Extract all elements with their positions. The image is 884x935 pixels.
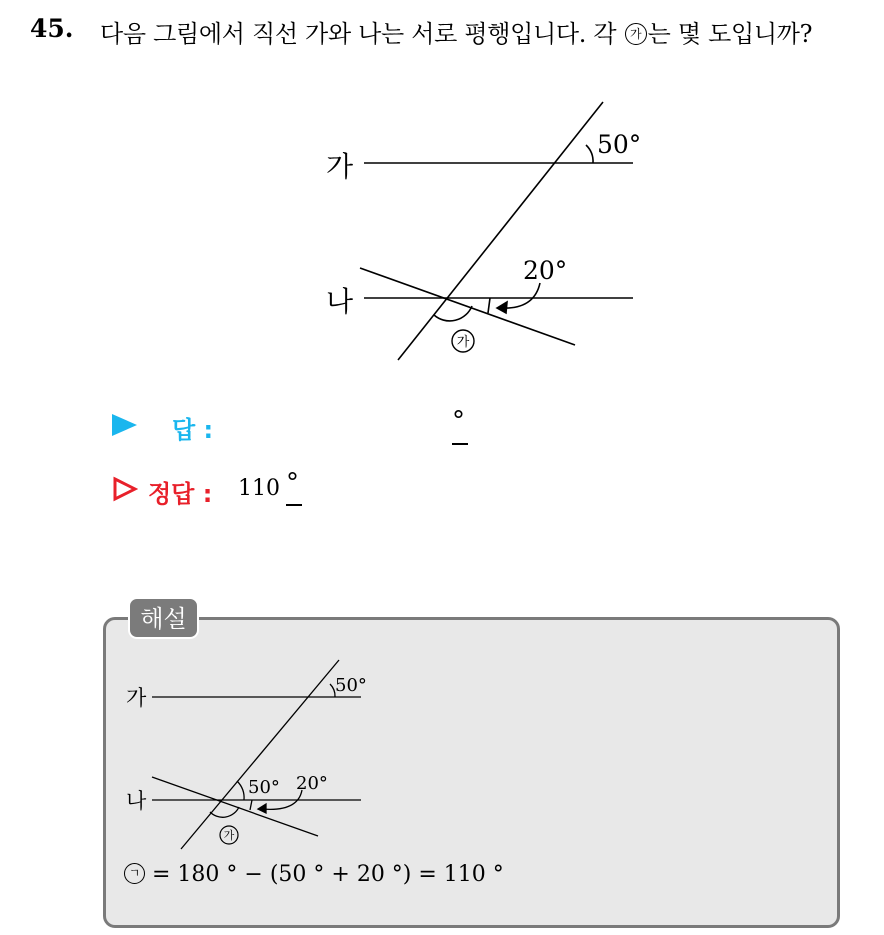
- expl-label-na: 나: [126, 789, 147, 813]
- expl-slanted: [152, 777, 318, 836]
- question-number: 45.: [30, 14, 74, 43]
- expl-angle-ga-label: 가: [223, 829, 235, 842]
- correct-value: 110: [238, 476, 280, 501]
- expl-label-ga: 가: [126, 686, 147, 710]
- angle-ga-label: 가: [456, 335, 470, 350]
- answer-label: 답 :: [172, 416, 214, 444]
- question-text-part1: 다음 그림에서 직선 가와 나는 서로 평행입니다. 각: [100, 20, 624, 48]
- angle-50-label: 50°: [597, 130, 642, 159]
- expl-angle-50-mid-label: 50°: [248, 777, 280, 798]
- answer-unit: °: [452, 406, 465, 436]
- label-na: 나: [326, 285, 354, 318]
- expl-angle-20-tick: [250, 800, 252, 810]
- label-ga: 가: [326, 150, 354, 183]
- question-text-part2: 는 몇 도입니까?: [647, 20, 813, 48]
- formula-circled-symbol: ㄱ: [124, 863, 145, 884]
- explanation-formula: [124, 862, 504, 887]
- expl-angle-50-mid-arc: [237, 781, 244, 800]
- correct-label: 정답 :: [148, 480, 213, 508]
- expl-angle-50-top-label: 50°: [335, 675, 367, 696]
- correct-unit: °: [286, 468, 299, 498]
- angle-20-label: 20°: [523, 256, 568, 285]
- expl-transversal: [181, 660, 339, 849]
- expl-angle-20-arrowhead: [258, 804, 266, 813]
- explanation-lines: [152, 660, 361, 849]
- circled-ga-label: 가: [625, 23, 647, 45]
- formula-text: = 180 ° − (50 ° + 20 °) = 110 °: [152, 862, 504, 887]
- explanation-tag: 해설: [128, 597, 199, 639]
- expl-angle-20-label: 20°: [296, 773, 328, 794]
